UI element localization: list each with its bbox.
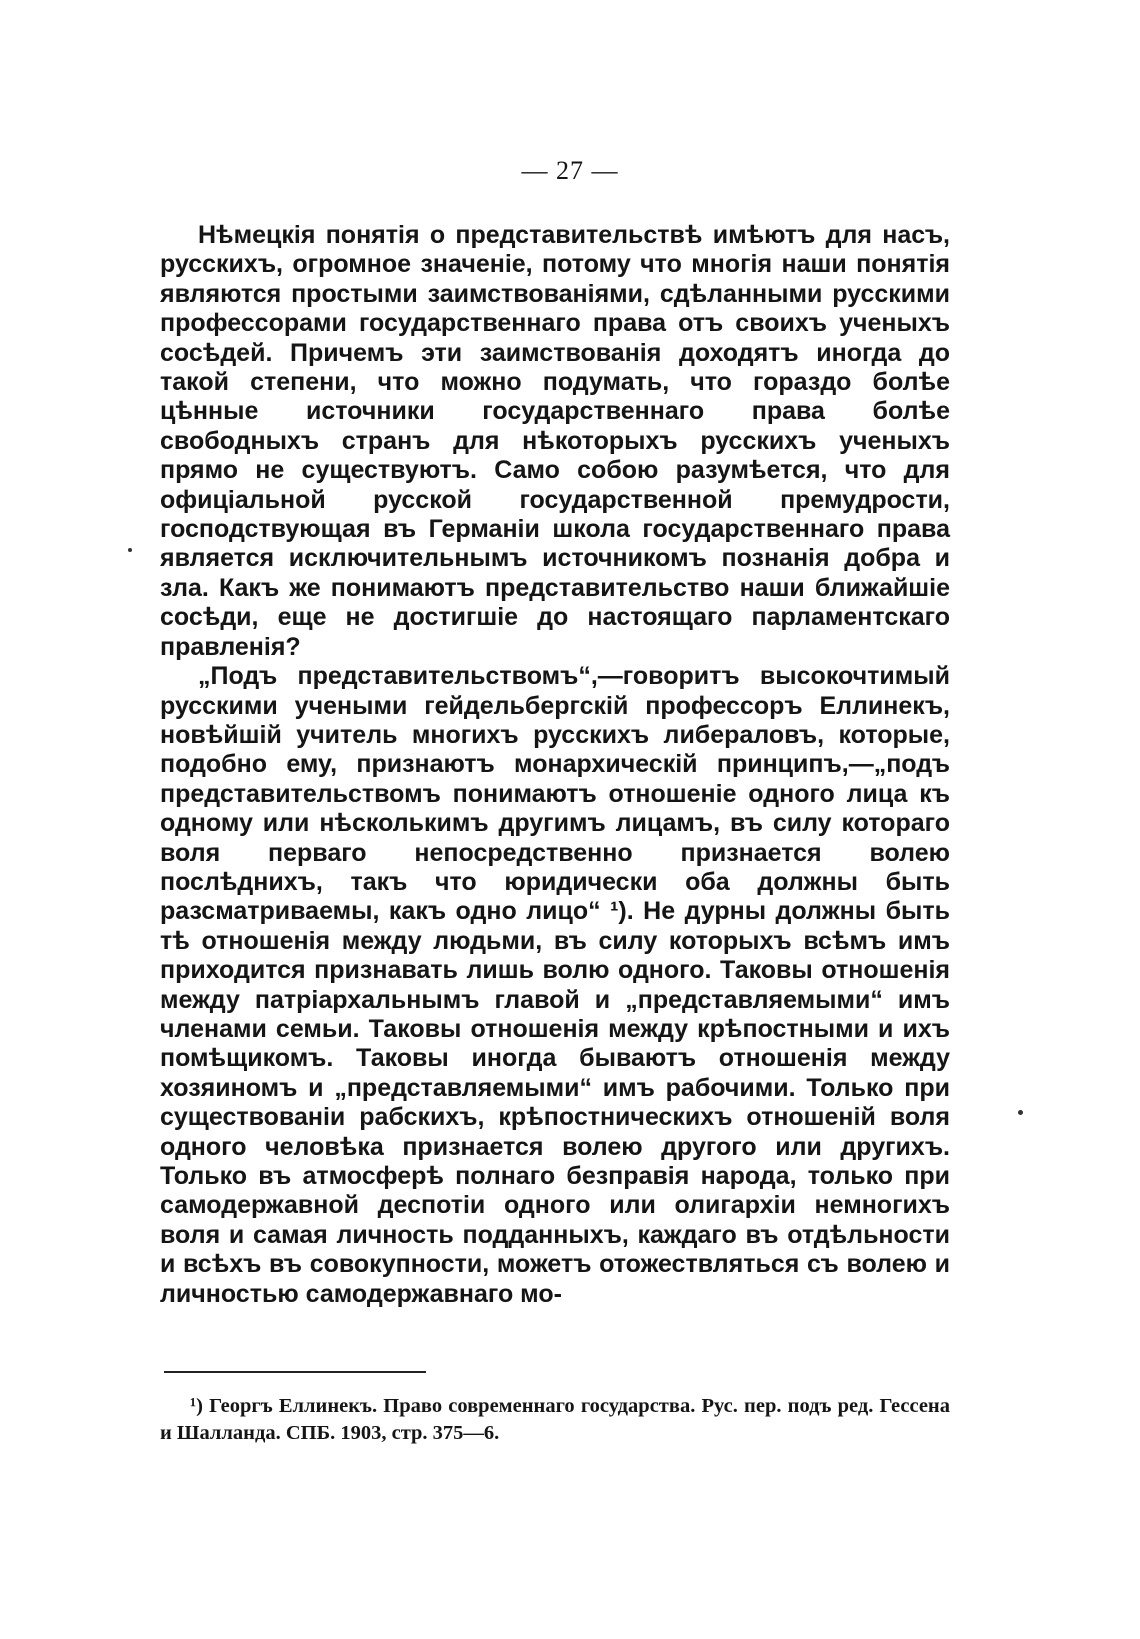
scan-speck [1018, 1110, 1023, 1115]
footnote-separator [164, 1371, 426, 1373]
footnote: ¹) Георгъ Еллинекъ. Право современнаго государства. Рус. пер. подъ ред. Гессена и Шалланда. СПБ. 1903, стр. 375—6. [160, 1395, 950, 1444]
paragraph-2: „Подъ представительствомъ“,—говоритъ высокочтимый русскими учеными гейдельбергскій профессоръ Еллинекъ, новѣйшій учитель многихъ русскихъ либераловъ, которые, подобно ему, признаютъ монархическій принципъ,—„подъ представительствомъ понимаютъ отношеніе одного лица къ одному или нѣсколькимъ другимъ лицамъ, въ силу котораго воля перваго непосредственно признается волею послѣднихъ, такъ что юридически оба должны быть разсматриваемы, какъ одно лицо“ ¹). Не дурны должны быть тѣ отношенія между людьми, въ силу которыхъ всѣмъ имъ приходится признавать лишь волю одного. Таковы отношенія между патріархальнымъ главой и „представляемыми“ имъ членами семьи. Таковы отношенія между крѣпостными и ихъ помѣщикомъ. Таковы иногда бываютъ отношенія между хозяиномъ и „представляемыми“ имъ рабочими. Только при существованіи рабскихъ, крѣпостническихъ отношеній воля одного человѣка признается волею другого или другихъ. Только въ атмосферѣ полнаго безправія народа, только при самодержавной деспотіи одного или олигархіи немногихъ воля и самая личность подданныхъ, каждаго въ отдѣльности и всѣхъ въ совокупности, можетъ отожествляться съ волею и личностью самодержавнаго мо- [160, 662, 950, 1308]
page-number: — 27 — [521, 156, 619, 185]
main-text [160, 221, 950, 1309]
paragraph-1: Нѣмецкія понятія о представительствѣ имѣютъ для насъ, русскихъ, огромное значеніе, потому что многія наши понятія являются простыми заимствованіями, сдѣланными русскими профессорами государственнаго права отъ своихъ ученыхъ сосѣдей. Причемъ эти заимствованія доходятъ иногда до такой степени, что можно подумать, что гораздо болѣе цѣнные источники государственнаго права болѣе свободныхъ странъ для нѣкоторыхъ русскихъ ученыхъ прямо не существуютъ. Само собою разумѣется, что для офиціальной русской государственной премудрости, господствующая въ Германіи школа государственнаго права является исключительнымъ источникомъ познанія добра и зла. Какъ же понимаютъ представительство наши ближайшіе сосѣди, еще не достигшіе до настоящаго парламентскаго правленія? [160, 221, 950, 661]
scan-speck [128, 548, 132, 552]
